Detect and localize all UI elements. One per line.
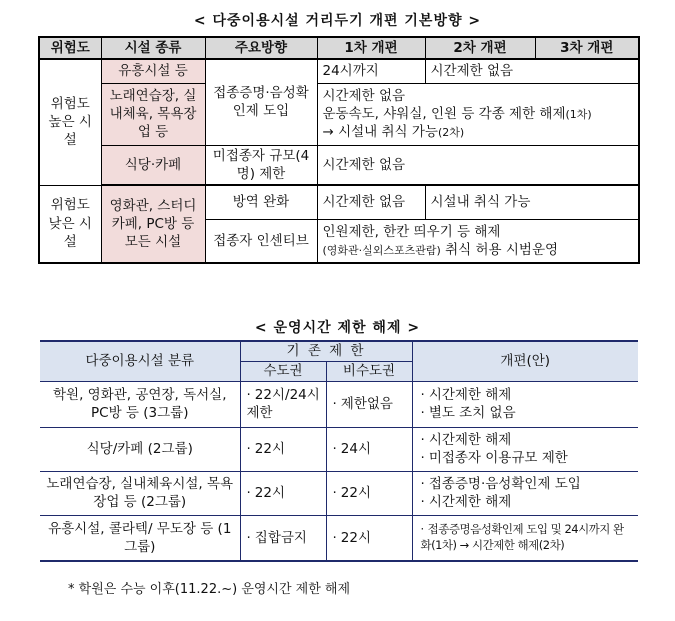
reform-item: · 시간제한 해제 xyxy=(421,386,635,404)
reform-item: · 시간제한 해제 xyxy=(421,493,635,511)
facility-karaoke-gym: 노래연습장, 실내체육, 목욕장업 등 xyxy=(101,83,205,145)
noncapital-value: · 24시 xyxy=(333,441,372,457)
capital-value: · 집합금지 xyxy=(247,530,307,546)
reform-item: · 미접종자 이용규모 제한 xyxy=(421,449,635,467)
noncapital-value: · 22시 xyxy=(333,530,372,546)
reform-direction-table xyxy=(38,36,640,264)
table1-header-row xyxy=(39,37,639,59)
direction-vaccine-pass: 접종증명·음성확인제 도입 xyxy=(205,59,317,145)
table2-title: < 운영시간 제한 해제 > xyxy=(254,320,421,336)
high-risk-label: 위험도 높은 시설 xyxy=(39,59,101,185)
noncapital-value: · 22시 xyxy=(333,485,372,501)
table-row xyxy=(40,471,638,515)
reform-plan xyxy=(412,515,638,561)
header-reform: 개편(안) xyxy=(412,341,638,381)
noncapital-limit xyxy=(326,381,412,427)
table1-row xyxy=(39,83,639,145)
operating-hours-table xyxy=(40,340,638,562)
phase-tag: (영화관·실외스포츠관람) xyxy=(322,243,441,257)
header-capital: 수도권 xyxy=(240,361,326,381)
reform-plan xyxy=(412,471,638,515)
low-risk-label: 위험도 낮은 시설 xyxy=(39,185,101,263)
phase-karaoke-gym xyxy=(317,83,639,145)
reform-item: · 별도 조치 없음 xyxy=(421,404,635,422)
noncapital-value: · 제한없음 xyxy=(333,396,393,412)
noncapital-limit xyxy=(326,427,412,471)
table1-row xyxy=(39,185,639,219)
category-group3: 학원, 영화관, 공연장, 독서실, PC방 등 (3그룹) xyxy=(40,381,240,427)
category-karaoke: 노래연습장, 실내체육시설, 목욕장업 등 (2그룹) xyxy=(40,471,240,515)
phase-line xyxy=(323,123,635,141)
direction-unvaccinated-limit: 미접종자 규모(4명) 제한 xyxy=(205,145,317,185)
direction-relax: 방역 완화 xyxy=(205,185,317,219)
phase1-no-limit: 시간제한 없음 xyxy=(317,185,425,219)
phase-line: 인원제한, 한칸 띄우기 등 해제 xyxy=(322,223,501,240)
header-direction: 주요방향 xyxy=(205,37,317,59)
phase-restaurant: 시간제한 없음 xyxy=(317,145,639,185)
header-existing: 기 존 제 한 xyxy=(240,341,412,361)
capital-limit xyxy=(240,427,326,471)
capital-value: · 22시/24시 제한 xyxy=(247,387,320,421)
phase1-24h: 24시까지 xyxy=(317,59,425,83)
phase-line xyxy=(323,241,635,259)
table1-row xyxy=(39,59,639,83)
capital-limit xyxy=(240,515,326,561)
phase2-no-limit: 시간제한 없음 xyxy=(425,59,639,83)
capital-limit xyxy=(240,471,326,515)
reform-item: · 접종증명음성확인제 도입 및 24시까지 완화(1차) → 시간제한 해제(2차) xyxy=(421,522,635,553)
table1-title: < 다중이용시설 거리두기 개편 기본방향 > xyxy=(193,13,482,29)
header-category: 다중이용시설 분류 xyxy=(40,341,240,381)
phase-text: 운동속도, 샤워실, 인원 등 각종 제한 해제 xyxy=(322,105,566,122)
capital-value: · 22시 xyxy=(247,441,286,457)
header-facility: 시설 종류 xyxy=(101,37,205,59)
phase-incentive xyxy=(317,219,639,263)
category-restaurant: 식당/카페 (2그룹) xyxy=(40,427,240,471)
header-phase3: 3차 개편 xyxy=(535,37,639,59)
direction-incentive: 접종자 인센티브 xyxy=(205,219,317,263)
facility-restaurant: 식당·카페 xyxy=(101,145,205,185)
reform-plan xyxy=(412,381,638,427)
phase-line xyxy=(323,105,635,123)
noncapital-limit xyxy=(326,515,412,561)
table-row xyxy=(40,381,638,427)
phase-text: 취식 허용 시범운영 xyxy=(445,241,559,258)
facility-all-others: 영화관, 스터디카페, PC방 등 모든 시설 xyxy=(101,185,205,263)
header-risk: 위험도 xyxy=(39,37,101,59)
header-phase2: 2차 개편 xyxy=(425,37,535,59)
phase-text: → 시설내 취식 가능 xyxy=(322,124,438,141)
reform-plan xyxy=(412,427,638,471)
phase-tag: (1차) xyxy=(565,107,592,121)
phase2-eating: 시설내 취식 가능 xyxy=(425,185,639,219)
noncapital-limit xyxy=(326,471,412,515)
table-row xyxy=(40,515,638,561)
phase-line: 시간제한 없음 xyxy=(322,87,406,104)
reform-item: · 시간제한 해제 xyxy=(421,431,635,449)
table1-row xyxy=(39,145,639,185)
table2-header-row xyxy=(40,341,638,361)
capital-value: · 22시 xyxy=(247,485,286,501)
table-row xyxy=(40,427,638,471)
header-noncapital: 비수도권 xyxy=(326,361,412,381)
capital-limit xyxy=(240,381,326,427)
reform-item: · 접종증명·음성확인제 도입 xyxy=(421,475,635,493)
phase-tag: (2차) xyxy=(437,126,465,140)
header-phase1: 1차 개편 xyxy=(317,37,425,59)
facility-entertainment: 유흥시설 등 xyxy=(101,59,205,83)
category-nightlife: 유흥시설, 콜라텍/ 무도장 등 (1그룹) xyxy=(40,515,240,561)
footnote: * 학원은 수능 이후(11.22.~) 운영시간 제한 해제 xyxy=(68,582,351,597)
